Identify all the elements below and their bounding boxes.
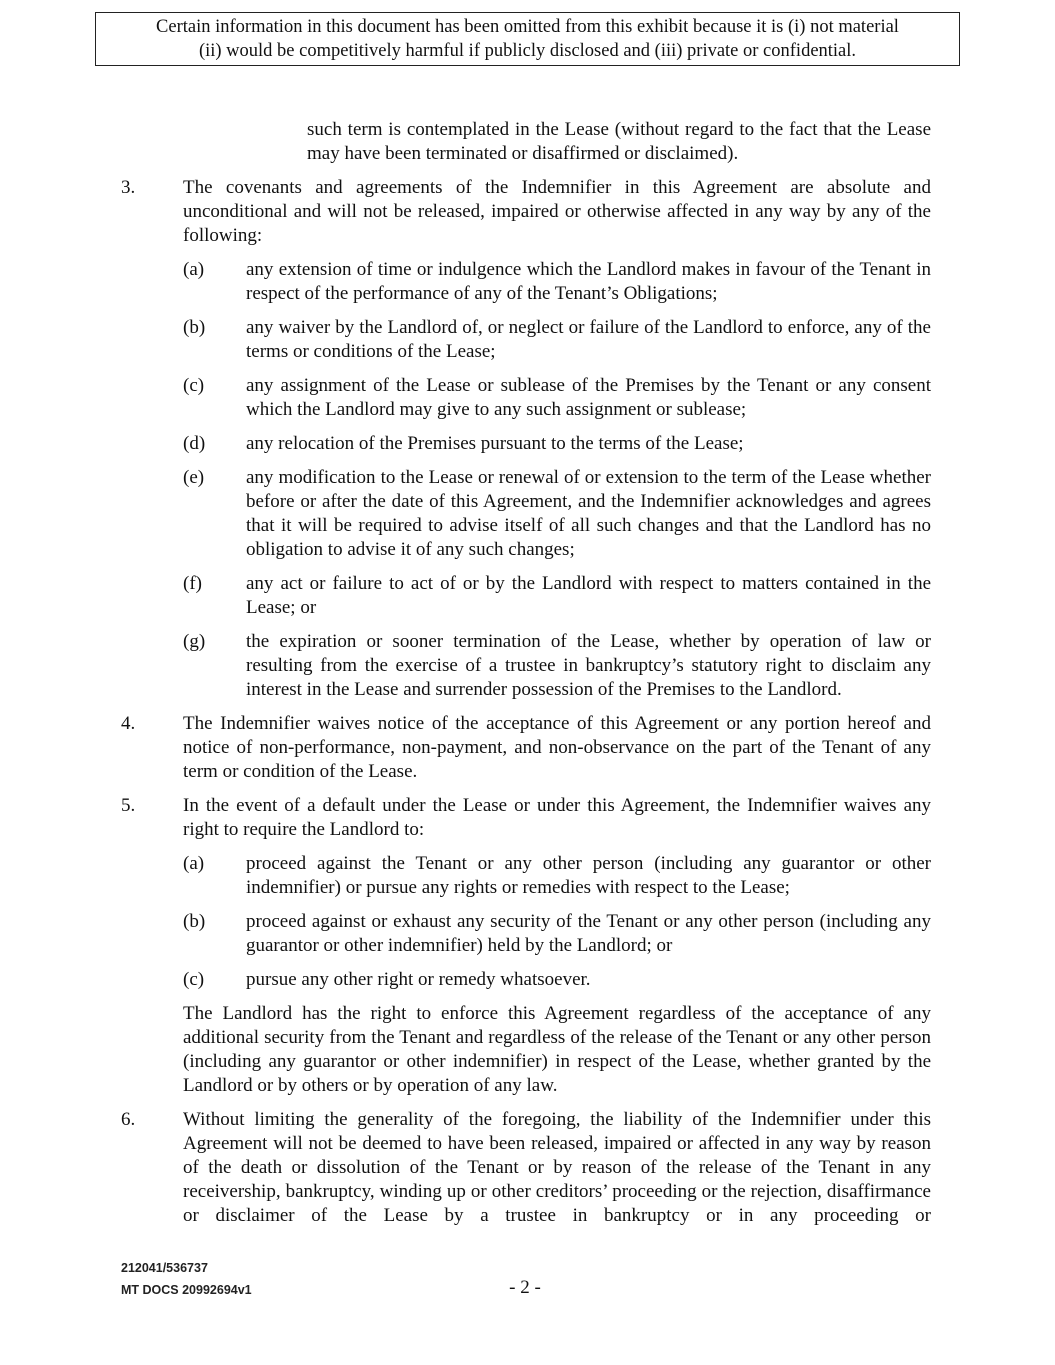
notice-line-1: Certain information in this document has been omitted from this exhibit because it is (i) not material (156, 17, 899, 37)
clause-5c-label: (c) (183, 969, 205, 990)
clause-3b-text: any waiver by the Landlord of, or neglect or failure of the Landlord to enforce, any of the terms or conditions of the Lease; (246, 317, 931, 362)
clause-5b-text: proceed against or exhaust any security of the Tenant or any other person (including any guarantor or other indemnifier) held by the Landlord; or (246, 911, 931, 956)
confidentiality-notice (95, 12, 960, 66)
page-number: - 2 - (509, 1277, 541, 1298)
clause-5-text: In the event of a default under the Lease or under this Agreement, the Indemnifier waives any right to require the Landlord to: (183, 795, 931, 840)
clause-3g-text: the expiration or sooner termination of the Lease, whether by operation of law or resulting from the exercise of a trustee in bankruptcy’s statutory right to disclaim any interest in the Lease and surrender possession of the Premises to the Landlord. (246, 631, 931, 700)
notice-line-2: (ii) would be competitively harmful if publicly disclosed and (iii) private or confidential. (198, 41, 857, 61)
clause-6-number: 6. (121, 1109, 136, 1130)
clause-3-number: 3. (121, 177, 136, 198)
clause-5-number: 5. (121, 795, 136, 816)
footer-doc-id: MT DOCS 20992694v1 (121, 1283, 252, 1297)
clause-3c-text: any assignment of the Lease or sublease of the Premises by the Tenant or any consent which the Landlord may give to any such assignment or sublease; (246, 375, 931, 420)
clause-3b-label: (b) (183, 317, 206, 338)
clause-3f-text: any act or failure to act of or by the Landlord with respect to matters contained in the Lease; or (246, 573, 931, 618)
clause-3g-label: (g) (183, 631, 206, 652)
clause-4-number: 4. (121, 713, 136, 734)
clause-6-text: Without limiting the generality of the foregoing, the liability of the Indemnifier under this Agreement will not be deemed to have been released, impaired or affected in any way by reason of the death or dissolution of the Tenant or by reason of the release of the Tenant in any receivership, bankruptcy, winding up or other creditors’ proceeding or the rejection, disaffirmance or disclaimer of the Lease by a trustee in bankruptcy or in any proceeding or (183, 1109, 931, 1226)
clause-4-text: The Indemnifier waives notice of the acceptance of this Agreement or any portion hereof and notice of non-performance, non-payment, and non-observance on the part of the Tenant of any term or condition of the Lease. (183, 713, 931, 782)
clause-3a-label: (a) (183, 259, 205, 280)
clause-3d-text: any relocation of the Premises pursuant to the terms of the Lease; (246, 433, 744, 454)
continuation-paragraph: such term is contemplated in the Lease (without regard to the fact that the Lease may have been terminated or disaffirmed or disclaimed). (307, 119, 931, 164)
clause-5b-label: (b) (183, 911, 206, 932)
clause-3e-text: any modification to the Lease or renewal of or extension to the term of the Lease whether before or after the date of this Agreement, and the Indemnifier acknowledges and agrees that it will be required to advise itself of all such changes and that the Landlord has no obligation to advise it of any such changes; (246, 467, 931, 560)
footer-doc-ref: 212041/536737 (121, 1261, 208, 1275)
clause-3-text: The covenants and agreements of the Indemnifier in this Agreement are absolute and unconditional and will not be released, impaired or otherwise affected in any way by any of the following: (183, 177, 931, 246)
clause-3e-label: (e) (183, 467, 205, 488)
clause-5-closing: The Landlord has the right to enforce this Agreement regardless of the acceptance of any additional security from the Tenant and regardless of the release of the Tenant or any other person (including any guarantor or other indemnifier) in respect of the Lease, whether granted by the Landlord or by others or by operation of any law. (183, 1003, 931, 1096)
clause-5a-label: (a) (183, 853, 205, 874)
clause-3d-label: (d) (183, 433, 206, 454)
clause-5a-text: proceed against the Tenant or any other person (including any guarantor or other indemnifier) or pursue any rights or remedies with respect to the Lease; (246, 853, 931, 898)
clause-3c-label: (c) (183, 375, 205, 396)
clause-3f-label: (f) (183, 573, 202, 594)
clause-3a-text: any extension of time or indulgence which the Landlord makes in favour of the Tenant in respect of the performance of any of the Tenant’s Obligations; (246, 259, 931, 304)
clause-5c-text: pursue any other right or remedy whatsoever. (246, 969, 591, 990)
